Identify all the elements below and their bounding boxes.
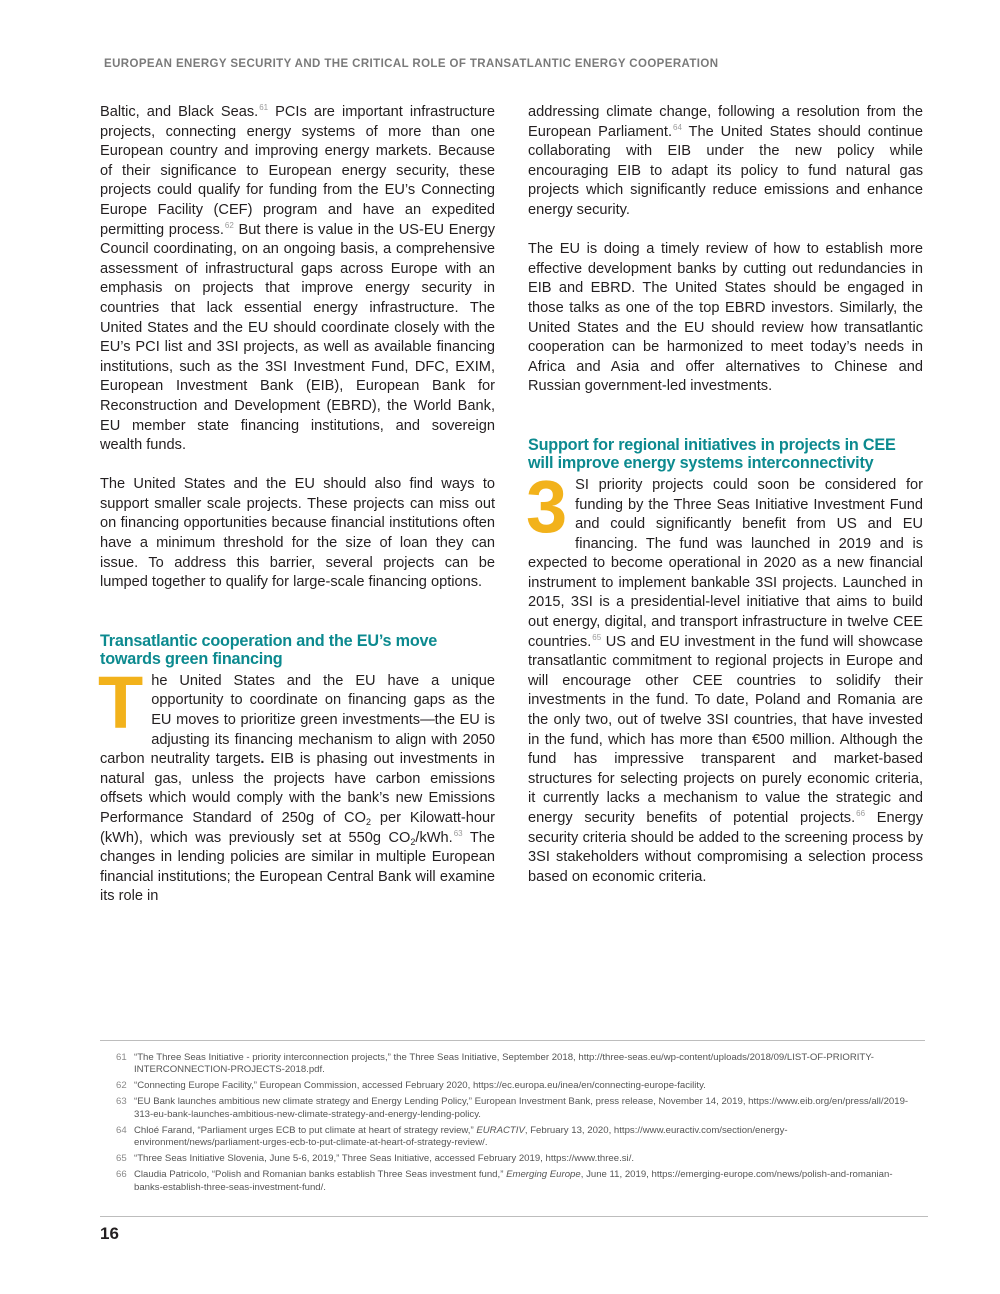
- paragraph: [526, 464, 923, 887]
- drop-cap: 3: [526, 464, 568, 548]
- text-run: he United States and the EU have a unique opportunity to coordinate on financing gaps as the EU moves to prioritize green investments—the EU is adjusting its financing mechanism to align with 2050 carbon neutrality targets: [100, 672, 495, 768]
- text-run: The changes in lending policies are similar in multiple European financial institutions; the European Central Bank will examine its role in: [100, 829, 495, 905]
- right-column: [528, 103, 923, 887]
- text-run: per Kilowatt-hour (kWh), which was previously set at 550g CO: [100, 810, 495, 846]
- footnote-number: 65: [116, 1153, 127, 1165]
- text-run: But there is value in the US-EU Energy Council coordinating, on an ongoing basis, a comprehensive assessment of infrastructural gaps across Europe with an emphasis on projects that improve energy security in countries that lack essential energy infrastructure. The United States and the EU should coordinate closely with the EU’s PCI list and 3SI projects, as well as available financing institutions, such as the 3SI Investment Fund, DFC, EXIM, European Investment Bank (EIB), European Bank for Reconstruction and Development (EBRD), the World Bank, EU member state financing institutions, and sovereign wealth funds.: [100, 221, 495, 454]
- subscript: 2: [410, 836, 416, 847]
- footnote-number: 62: [116, 1080, 127, 1092]
- footnote-item: [116, 1080, 916, 1092]
- text-run: EIB is phasing out investments in natural gas, unless the projects have carbon emissions offsets which would comply with the bank’s new Emissions Performance Standard of 250g of CO: [100, 751, 495, 826]
- footnote-text: “The Three Seas Initiative - priority interconnection projects,” the Three Seas Initiative, September 2018, http://three-seas.eu/wp-content/uploads/2018/09/LIST-OF-PRIORITY-INTERCONNECTION-PROJECTS-2018.pdf.: [134, 1052, 874, 1076]
- footnote-item: [116, 1125, 916, 1150]
- subscript: 2: [365, 817, 371, 827]
- text-run: SI priority projects could soon be considered for funding by the Three Seas Initiative Investment Fund and could significantly benefit from US and EU financing. The fund was launched in 2019 and is expected to become operational in 2020 as a new financial instrument to implement bankable 3SI projects. Launched in 2015, 3SI is a presidential-level initiative that aims to build out energy, digital, and transport infrastructure in twelve CEE countries.: [528, 476, 923, 650]
- left-column: [100, 103, 495, 907]
- footnote-divider: [100, 1040, 925, 1041]
- page-number: 16: [100, 1224, 119, 1243]
- text-run: addressing climate change, following a resolution from the European Parliament.: [528, 104, 923, 140]
- text-run: .: [260, 751, 265, 768]
- footnote-text: Claudia Patricolo, “Polish and Romanian banks establish Three Seas investment fund,” Emerging Europe, June 11, 2019, https://emerging-europe.com/news/polish-and-romanian-banks-establish-three-seas-investment-fund/.: [134, 1169, 893, 1193]
- footnote-number: 61: [116, 1052, 127, 1063]
- paragraph: [100, 103, 495, 456]
- footnote-ref[interactable]: 63: [453, 828, 463, 838]
- paragraph: The EU is doing a timely review of how to establish more effective development banks by cutting out redundancies in EIB and EBRD. The United States should be engaged in those talks as one of the top EBRD investors. Similarly, the United States and the EU should review how transatlantic cooperation can be harmonized to meet today’s needs in Africa and Asia and offer alternatives to Chinese and Russian government-led investments.: [528, 241, 923, 395]
- footnote-item: [116, 1169, 916, 1194]
- footer-divider: [100, 1216, 928, 1217]
- footnote-number: 66: [116, 1169, 127, 1181]
- footnote-ref[interactable]: 61: [259, 103, 269, 112]
- paragraph: [98, 660, 495, 907]
- text-run: US and EU investment in the fund will showcase transatlantic commitment to regional projects in Europe and will encourage other CEE countries to solidify their investments in the fund. To date, Poland and Romania are the only two, out of twelve 3SI countries, that have invested in the fund, which has more than €500 million. Although the fund has impressive transparent and market-based structures for selecting projects on purely economic criteria, it currently lacks a mechanism to value the strategic and energy security benefits of potential projects.: [528, 633, 923, 826]
- text-run: The United States should continue collaborating with EIB under the new policy while encouraging EIB to adapt its policy to fund natural gas projects which significantly reduce emissions and enhance energy security.: [528, 123, 923, 218]
- text-run: /kWh.: [415, 829, 453, 846]
- footnote-item: [116, 1096, 916, 1121]
- footnote-ref[interactable]: 66: [856, 809, 866, 818]
- footnote-item: [116, 1052, 916, 1077]
- footnote-ref[interactable]: 65: [592, 632, 602, 642]
- section-heading: Support for regional initiatives in projects in CEE will improve energy systems interconnectivity: [528, 435, 896, 473]
- drop-cap: T: [98, 660, 144, 744]
- footnote-item: [116, 1153, 916, 1165]
- running-header: EUROPEAN ENERGY SECURITY AND THE CRITICAL ROLE OF TRANSATLANTIC ENERGY COOPERATION: [104, 58, 719, 70]
- text-run: Baltic, and Black Seas.: [100, 104, 259, 120]
- paragraph: The United States and the EU should also find ways to support smaller scale projects. These projects can miss out on financing opportunities because financial institutions often have a minimum threshold for the size of loan they can issue. To address this barrier, several projects can be lumped together to qualify for large-scale financing options.: [100, 476, 495, 591]
- footnote-text: “EU Bank launches ambitious new climate strategy and Energy Lending Policy,” European Investment Bank, press release, November 14, 2019, https://www.eib.org/en/press/all/2019-313-eu-bank-launches-ambitious-new-climate-strategy-and-energy-lending-policy.: [134, 1096, 909, 1120]
- footnote-ref[interactable]: 62: [224, 220, 234, 230]
- section-heading: Transatlantic cooperation and the EU’s move towards green financing: [100, 631, 438, 669]
- paragraph: [528, 103, 923, 221]
- text-run: Energy security criteria should be added to the screening process by 3SI stakeholders without compromising a selection process based on economic criteria.: [528, 810, 923, 885]
- footnote-text: “Connecting Europe Facility,” European Commission, accessed February 2020, https://ec.europa.eu/inea/en/connecting-europe-facility.: [134, 1080, 706, 1092]
- footnotes: [116, 1052, 916, 1198]
- footnote-text: “Three Seas Initiative Slovenia, June 5-6, 2019,” Three Seas Initiative, accessed February 2019, https://www.three.si/.: [134, 1153, 635, 1165]
- footnote-number: 64: [116, 1124, 127, 1136]
- footnote-number: 63: [116, 1096, 127, 1108]
- footnote-ref[interactable]: 64: [673, 122, 682, 132]
- footnote-text: Chloé Farand, “Parliament urges ECB to put climate at heart of strategy review,” EURACTIV, February 13, 2020, https://www.euractiv.com/section/energy-environment/news/parliament-urges-ecb-to-put-climate-at-heart-of-strategy-review/.: [134, 1124, 788, 1149]
- text-run: PCIs are important infrastructure projects, connecting energy systems of more than one European country and improving energy markets. Because of their significance to European energy security, these projects could qualify for funding from the EU’s Connecting Europe Facility (CEF) program and have an expedited permitting process.: [100, 104, 495, 238]
